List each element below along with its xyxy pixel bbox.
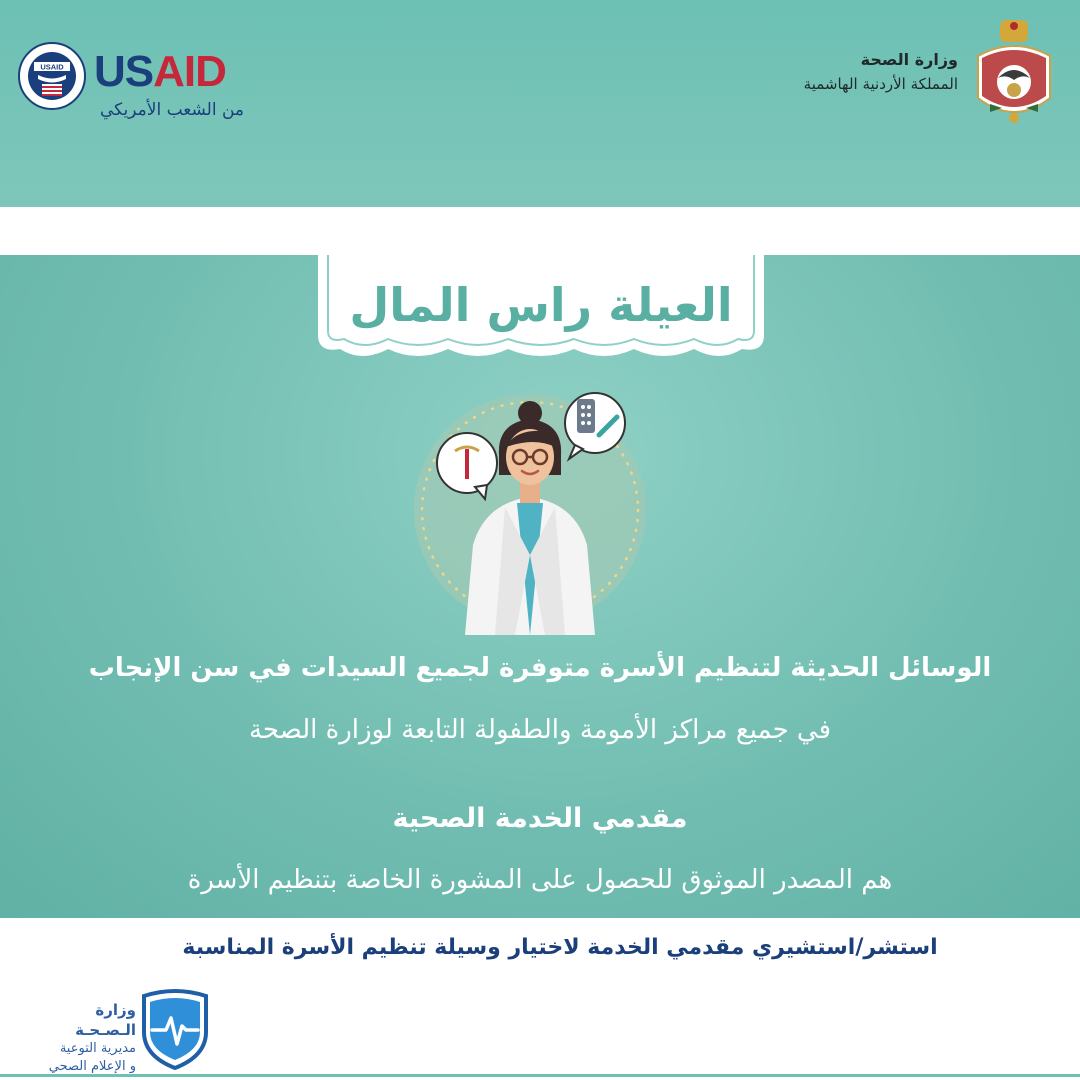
call-to-action: استشر/استشيري مقدمي الخدمة لاختيار وسيلة تنظيم الأسرة المناسبة [182, 935, 938, 960]
department-line2: و الإعلام الصحي [48, 1059, 136, 1074]
usaid-seal-icon [18, 42, 86, 110]
coat-of-arms-icon [968, 18, 1060, 130]
heartbeat-shield-icon [138, 986, 212, 1070]
usaid-tagline: من الشعب الأمريكي [100, 100, 245, 120]
ministry-header [804, 48, 958, 96]
department-line1: مديرية التوعية [59, 1041, 136, 1056]
ministry-title: وزارة الصحة [860, 50, 958, 69]
providers-heading: مقدمي الخدمة الصحية [392, 803, 688, 834]
footer-line [0, 1074, 1080, 1077]
doctor-illustration [405, 385, 655, 635]
usaid-word-us: US [94, 47, 154, 96]
trusted-source-text: هم المصدر الموثوق للحصول على المشورة الخاصة بتنظيم الأسرة [187, 865, 893, 895]
campaign-title: العيلة راس المال [349, 278, 733, 332]
ministry-subtitle: المملكة الأردنية الهاشمية [803, 75, 958, 93]
svg-text:USAID: USAID [40, 62, 64, 72]
usaid-wordmark [94, 44, 226, 100]
department-logo-text [30, 1000, 136, 1076]
usaid-logo [18, 42, 258, 127]
centers-text: في جميع مراكز الأمومة والطفولة التابعة لوزارة الصحة [248, 715, 832, 745]
divider-strip [0, 207, 1080, 255]
usaid-word-aid: AID [153, 47, 226, 96]
department-title: وزارة الـصـحـة [75, 1001, 136, 1039]
availability-text: الوسائل الحديثة لتنظيم الأسرة متوفرة لجميع السيدات في سن الإنجاب [88, 653, 992, 683]
